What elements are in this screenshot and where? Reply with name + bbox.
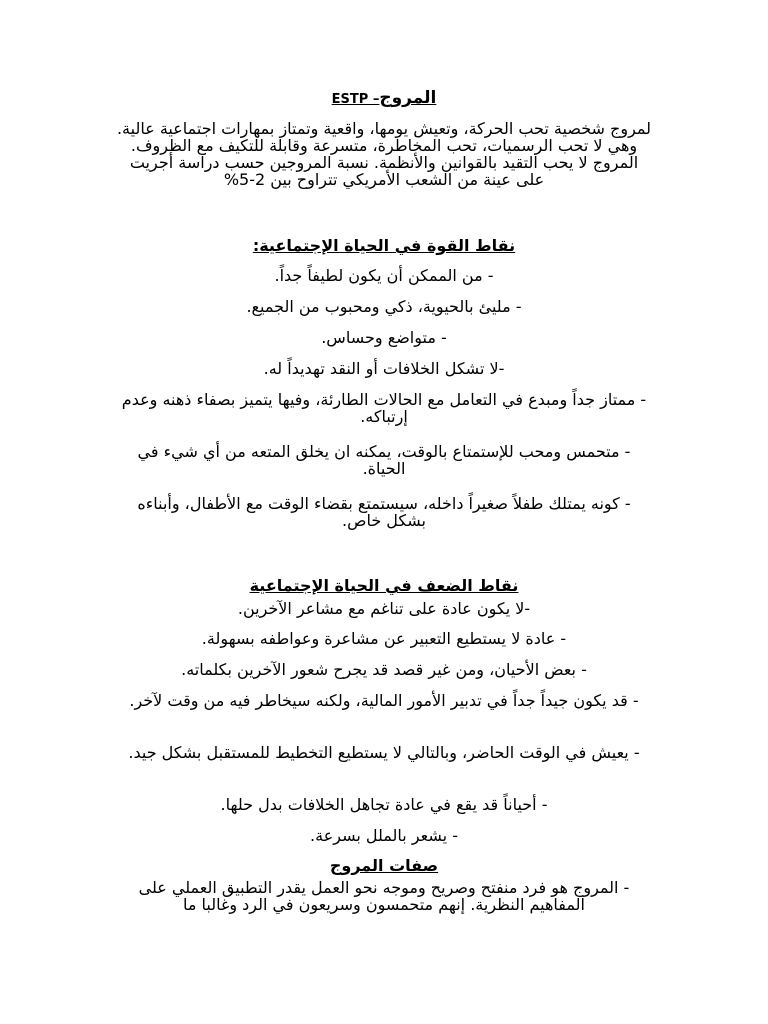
weakness-item: - يشعر بالملل بسرعة. [310, 826, 458, 845]
weaknesses-heading: نقاط الضعف في الحياة الإجتماعية [249, 576, 519, 595]
traits-heading: صفات المروج [329, 856, 439, 875]
strength-item: -لا تشكل الخلافات أو النقد تهديداً له. [263, 359, 505, 378]
strength-item: - من الممكن أن يكون لطيفاً جداً. [274, 266, 494, 285]
strength-item: - متحمس ومحب للإستمتاع بالوقت، يمكنه ان يخلق المتعه من أي شيء في الحياة. [137, 442, 631, 478]
traits-paragraph: - المروج هو فرد منفتح وصريح وموجه نحو العمل يقدر التطبيق العملي على المفاهيم النظرية. إنهم متحمسون وسريعون في الرد وغالبا ما [138, 878, 630, 914]
weakness-item: - عادة لا يستطيع التعبير عن مشاعرة وعواطفه بسهولة. [201, 629, 567, 648]
weakness-item: - أحياناً قد يقع في عادة تجاهل الخلافات بدل حلها. [220, 795, 548, 814]
document-title [116, 88, 652, 110]
strength-item: - مليئ بالحيوية، ذكي ومحبوب من الجميع. [246, 297, 522, 316]
weakness-item: - يعيش في الوقت الحاضر، وبالتالي لا يستطيع التخطيط للمستقبل بشكل جيد. [128, 743, 640, 762]
strengths-heading: نقاط القوة في الحياة الإجتماعية: [252, 236, 516, 255]
intro-paragraph: لمروج شخصية تحب الحركة، وتعيش يومها، واقعية وتمتاز بمهارات اجتماعية عالية. وهي لا تحب الرسميات، تحب المخاطرة، متسرعة وقابلة للتكيف مع الظروف. المروج لا يحب التقيد بالقوانين والأنظمة. نسبة المروجين حسب دراسة أجريت على عينة من الشعب الأمريكي تتراوح بين 2-5% [116, 119, 652, 189]
title-arabic: المروج [379, 88, 437, 108]
strength-item: - متواضع وحساس. [321, 328, 447, 347]
weakness-item: - بعض الأحيان، ومن غير قصد قد يجرح شعور الآخرين بكلماته. [181, 660, 587, 679]
weakness-item: -لا يكون عادة على تناغم مع مشاعر الآخرين. [237, 599, 531, 618]
strength-item: - كونه يمتلك طفلاً صغيراً داخله، سيستمتع بقضاء الوقت مع الأطفال، وأبناءه بشكل خاص. [137, 494, 631, 530]
strength-item: - ممتاز جداً ومبدع في التعامل مع الحالات الطارئة، وفيها يتميز بصفاء ذهنه وعدم إرتباكه. [121, 390, 647, 426]
weakness-item: - قد يكون جيداً جداً في تدبير الأمور المالية، ولكنه سيخاطر فيه من وقت لآخر. [129, 691, 639, 710]
title-english: ESTP – [331, 92, 380, 107]
